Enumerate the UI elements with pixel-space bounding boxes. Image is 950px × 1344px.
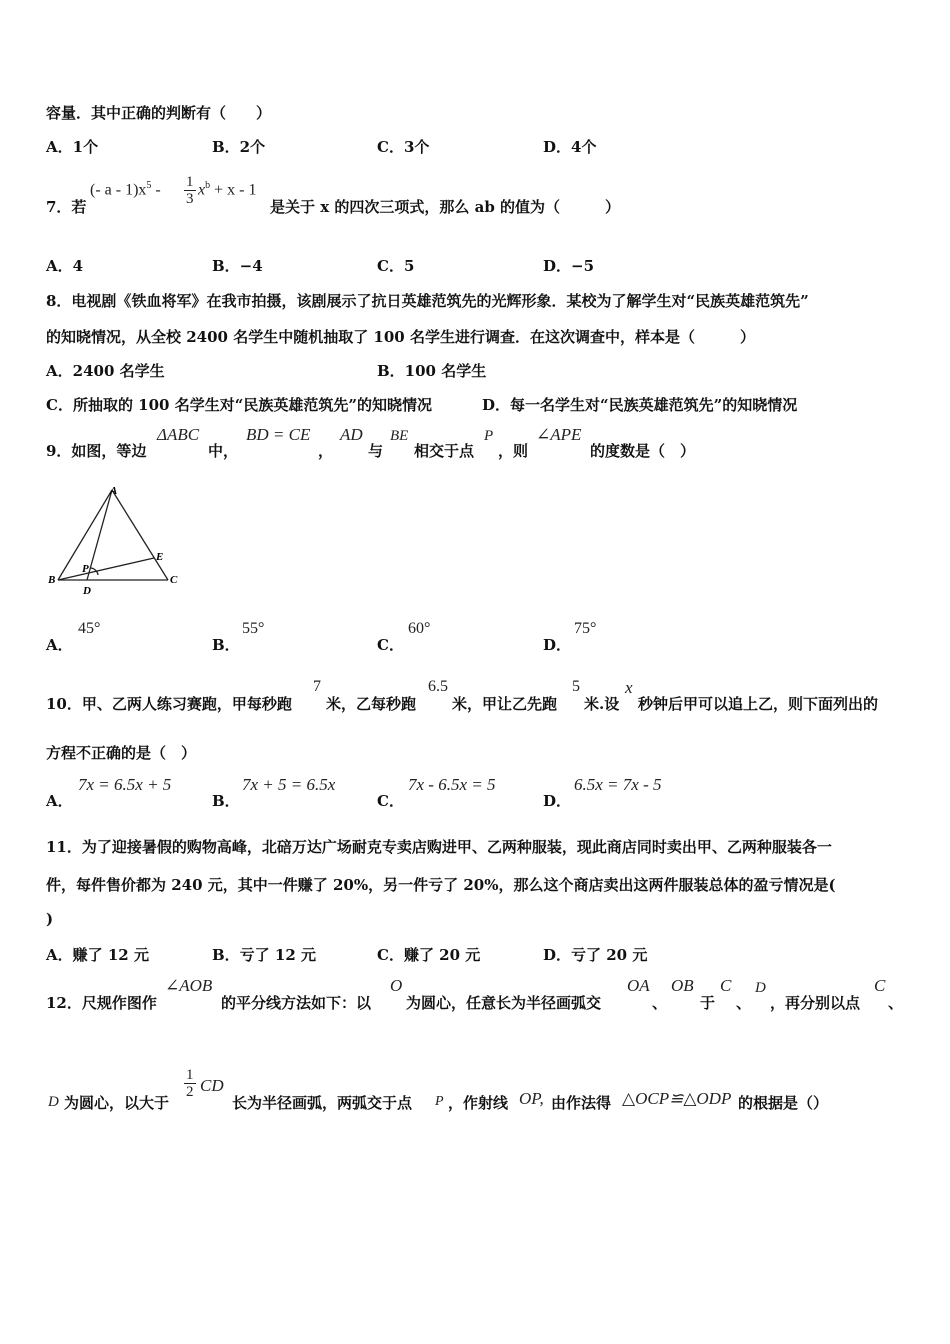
q10-num-7: 7: [313, 678, 321, 695]
figure-label-b: B: [48, 574, 56, 586]
q10-text-2: 米，乙每秒跑: [326, 695, 417, 713]
q12-math-ob: OB: [671, 976, 694, 995]
q7-option-b: B．−4: [212, 257, 263, 275]
q6-option-c: C．3个: [377, 138, 430, 156]
q10-option-d-letter: D．: [543, 792, 572, 810]
q9-triangle-figure: [46, 482, 186, 598]
q11-option-b: B．亏了 12 元: [212, 946, 316, 964]
q12-math-o: O: [390, 976, 403, 995]
q7-fraction: $\frac{1}{3}$: [186, 174, 194, 207]
q10-var-x: x: [625, 678, 633, 697]
q6-option-b: B．2个: [212, 138, 266, 156]
q8-option-a: A．2400 名学生: [46, 362, 165, 380]
q9-math-be: BE: [390, 428, 409, 444]
q12-text-5: 于: [700, 994, 716, 1012]
q9-math-triangle: ΔABC: [157, 425, 200, 444]
q12-math-p: P: [435, 1094, 444, 1109]
q12-text-9: 为圆心，以大于: [64, 1094, 170, 1112]
q12-text-13: 的根据是（）: [738, 1094, 829, 1112]
q7-suffix: 是关于 x 的四次三项式，那么 ab 的值为（ ）: [270, 198, 621, 216]
q7-expression: (- a - $1)x^5$ -: [90, 180, 161, 199]
q9-option-d-letter: D．: [543, 636, 572, 654]
q8-option-b: B．100 名学生: [377, 362, 487, 380]
q12-text-10: 长为半径画弧，两弧交于点: [232, 1094, 413, 1112]
q7-option-c: C．5: [377, 257, 415, 275]
q11-line-2: 件，每件售价都为 240 元，其中一件赚了 20%，另一件亏了 20%，那么这个商店卖出这两件服装总体的盈亏情况是(: [46, 876, 836, 894]
q12-text-12: 由作法得: [551, 1094, 612, 1112]
q10-num-6-5: 6.5: [428, 678, 448, 695]
q8-option-c: C．所抽取的 100 名学生对“民族英雄范筑先”的知晓情况: [46, 396, 432, 414]
q12-text-11: ，作射线: [448, 1094, 509, 1112]
q11-line-1: 11．为了迎接暑假的购物高峰，北碚万达广场耐克专卖店购进甲、乙两种服装，现此商店同时卖出甲、乙两种服装各一: [46, 838, 832, 856]
q9-option-b-value: 55°: [242, 620, 265, 637]
q12-math-angle: ∠AOB: [165, 976, 213, 995]
q9-option-c-letter: C．: [377, 636, 404, 654]
q9-option-c-value: 60°: [408, 620, 431, 637]
q9-option-a-value: 45°: [78, 620, 101, 637]
q9-math-ad: AD: [340, 425, 363, 444]
q11-line-3: ): [46, 910, 54, 928]
q12-text-7: ，再分别以点: [770, 994, 861, 1012]
q9-option-a-letter: A．: [46, 636, 73, 654]
q10-option-b-equation: 7x + 5 = 6.5x: [242, 775, 336, 794]
q9-option-b-letter: B．: [212, 636, 240, 654]
q7-option-d: D．−5: [543, 257, 595, 275]
q10-option-c-equation: 7x - 6.5x = 5: [408, 775, 496, 794]
figure-label-e: E: [156, 551, 164, 563]
q10-option-a-equation: 7x = 6.5x + 5: [78, 775, 172, 794]
q12-text-3: 为圆心，任意长为半径画弧交: [406, 994, 602, 1012]
q12-math-c: C: [720, 976, 732, 995]
figure-label-d: D: [83, 585, 91, 597]
q10-text-5: 秒钟后甲可以追上乙，则下面列出的: [638, 695, 879, 713]
q7-expression-tail: $x^b + x - 1$: [198, 180, 257, 199]
q9-math-angle: ∠APE: [536, 425, 582, 444]
q10-option-a-letter: A．: [46, 792, 73, 810]
q11-option-d: D．亏了 20 元: [543, 946, 648, 964]
q9-text-6: ，则: [498, 442, 529, 460]
q10-option-b-letter: B．: [212, 792, 240, 810]
q9-text-1: 9．如图，等边: [46, 442, 147, 460]
q12-text-8: 、: [888, 994, 904, 1012]
q8-line-1: 8．电视剧《铁血将军》在我市拍摄，该剧展示了抗日英雄范筑先的光辉形象．某校为了解学生对“民族英雄范筑先”: [46, 292, 809, 310]
q11-option-a: A．赚了 12 元: [46, 946, 149, 964]
q9-text-4: 与: [368, 442, 384, 460]
q11-option-c: C．赚了 20 元: [377, 946, 481, 964]
q10-text-1: 10．甲、乙两人练习赛跑，甲每秒跑: [46, 695, 292, 713]
q8-line-2: 的知晓情况，从全校 2400 名学生中随机抽取了 100 名学生进行调查．在这次调查中，样本是（ ）: [46, 328, 755, 346]
q10-num-5: 5: [572, 678, 580, 695]
q12-math-op: OP,: [519, 1089, 544, 1108]
q10-option-c-letter: C．: [377, 792, 404, 810]
q6-option-a: A．1个: [46, 138, 99, 156]
q10-option-d-equation: 6.5x = 7x - 5: [574, 775, 662, 794]
figure-label-p: P: [82, 563, 89, 575]
q12-text-6: 、: [736, 994, 752, 1012]
q10-text-3: 米，甲让乙先跑: [452, 695, 558, 713]
q12-math-c2: C: [874, 976, 886, 995]
q7-option-a: A．4: [46, 257, 84, 275]
q9-text-2: 中，: [208, 442, 239, 460]
q9-math-p: P: [484, 428, 494, 444]
q12-math-d2: D: [48, 1094, 59, 1110]
q10-text-4: 米.设: [584, 695, 620, 713]
figure-label-a: A: [110, 485, 118, 497]
q9-option-d-value: 75°: [574, 620, 597, 637]
q9-math-equal: BD = CE: [246, 425, 311, 444]
q6-text: 容量．其中正确的判断有（ ）: [46, 104, 272, 122]
q9-text-3: ，: [318, 442, 334, 460]
q12-math-congruence: △OCP≌△ODP: [622, 1089, 732, 1108]
figure-label-c: C: [170, 574, 178, 586]
q12-math-oa: OA: [627, 976, 650, 995]
q12-text-1: 12．尺规作图作: [46, 994, 157, 1012]
q9-text-5: 相交于点: [414, 442, 475, 460]
q12-text-4: 、: [652, 994, 668, 1012]
q9-text-7: 的度数是（ ）: [590, 442, 696, 460]
q10-line-2: 方程不正确的是（ ）: [46, 744, 197, 762]
q12-math-cd: CD: [200, 1076, 224, 1095]
q12-text-2: 的平分线方法如下：以: [221, 994, 372, 1012]
q8-option-d: D．每一名学生对“民族英雄范筑先”的知晓情况: [482, 396, 798, 414]
q12-math-d: D: [755, 980, 766, 996]
q7-prefix: 7．若: [46, 198, 87, 216]
q12-fraction: $\frac{1}{2}$: [186, 1067, 194, 1100]
q6-option-d: D．4个: [543, 138, 597, 156]
